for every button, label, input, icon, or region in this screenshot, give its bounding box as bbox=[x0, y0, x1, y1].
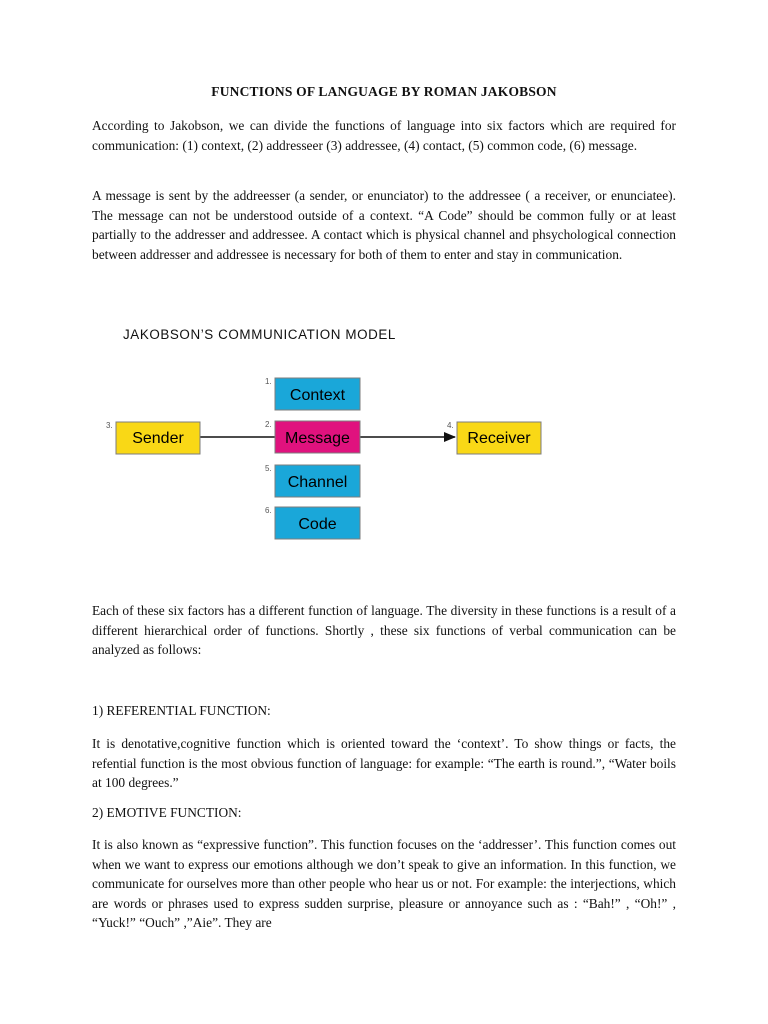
after-diagram-paragraph: Each of these six factors has a different function of language. The diversity in these functions is a result of a different hierarchical order of functions. Shortly , these six functions of verbal communication can be analyzed as follows: bbox=[92, 603, 676, 658]
code-label: Code bbox=[298, 516, 337, 533]
document-title: FUNCTIONS OF LANGUAGE BY ROMAN JAKOBSON bbox=[211, 84, 557, 99]
message-paragraph: A message is sent by the addreesser (a sender, or enunciator) to the addressee ( a receiver, or enunciatee). The message can not be understood outside of a context. “A Code” should be common fully or at least partially to the addresser and addressee. A contact which is physical channel and phsychological connection between addresser and addressee is necessary for both of them to enter and stay in communication. bbox=[92, 188, 676, 262]
section-text-referential: It is denotative,cognitive function which is oriented toward the ‘context’. To show things or facts, the refential function is the most obvious function of language: for example: “The earth is round.”, “Water boils at 100 degrees.” bbox=[92, 736, 676, 791]
sender-number: 3. bbox=[106, 421, 113, 430]
receiver-label: Receiver bbox=[467, 430, 531, 447]
section-heading-emotive: 2) EMOTIVE FUNCTION: bbox=[92, 805, 242, 820]
channel-label: Channel bbox=[287, 474, 348, 491]
message-number: 2. bbox=[265, 420, 272, 429]
section-heading-referential: 1) REFERENTIAL FUNCTION: bbox=[92, 703, 271, 718]
communication-model-diagram bbox=[100, 370, 560, 550]
intro-paragraph: According to Jakobson, we can divide the functions of language into six factors which are required for communication: (1) context, (2) addresseer (3) addressee, (4) contact, (5) common code, (6) message. bbox=[92, 118, 676, 153]
sender-node bbox=[106, 421, 200, 454]
message-node bbox=[265, 420, 360, 453]
sender-label: Sender bbox=[132, 430, 184, 447]
context-label: Context bbox=[289, 387, 346, 404]
section-text-emotive: It is also known as “expressive function”. This function focuses on the ‘addresser’. This function comes out when we want to express our emotions although we don’t speak to give an information. In this function, we communicate for ourselves more than other people who hear us or not. For example: the interjections, which are words or phrases used to express sudden surprise, pleasure or annoyance such as : “Bah!” , “Oh!” , “Yuck!” “Ouch” ,”Aie”. They are bbox=[92, 837, 676, 931]
code-number: 6. bbox=[265, 506, 272, 515]
context-number: 1. bbox=[265, 377, 272, 386]
channel-number: 5. bbox=[265, 464, 272, 473]
code-node bbox=[265, 506, 360, 539]
receiver-node bbox=[447, 421, 541, 454]
message-label: Message bbox=[285, 430, 350, 447]
context-node bbox=[265, 377, 360, 410]
receiver-number: 4. bbox=[447, 421, 454, 430]
model-title: JAKOBSON’S COMMUNICATION MODEL bbox=[123, 327, 396, 342]
channel-node bbox=[265, 464, 360, 497]
